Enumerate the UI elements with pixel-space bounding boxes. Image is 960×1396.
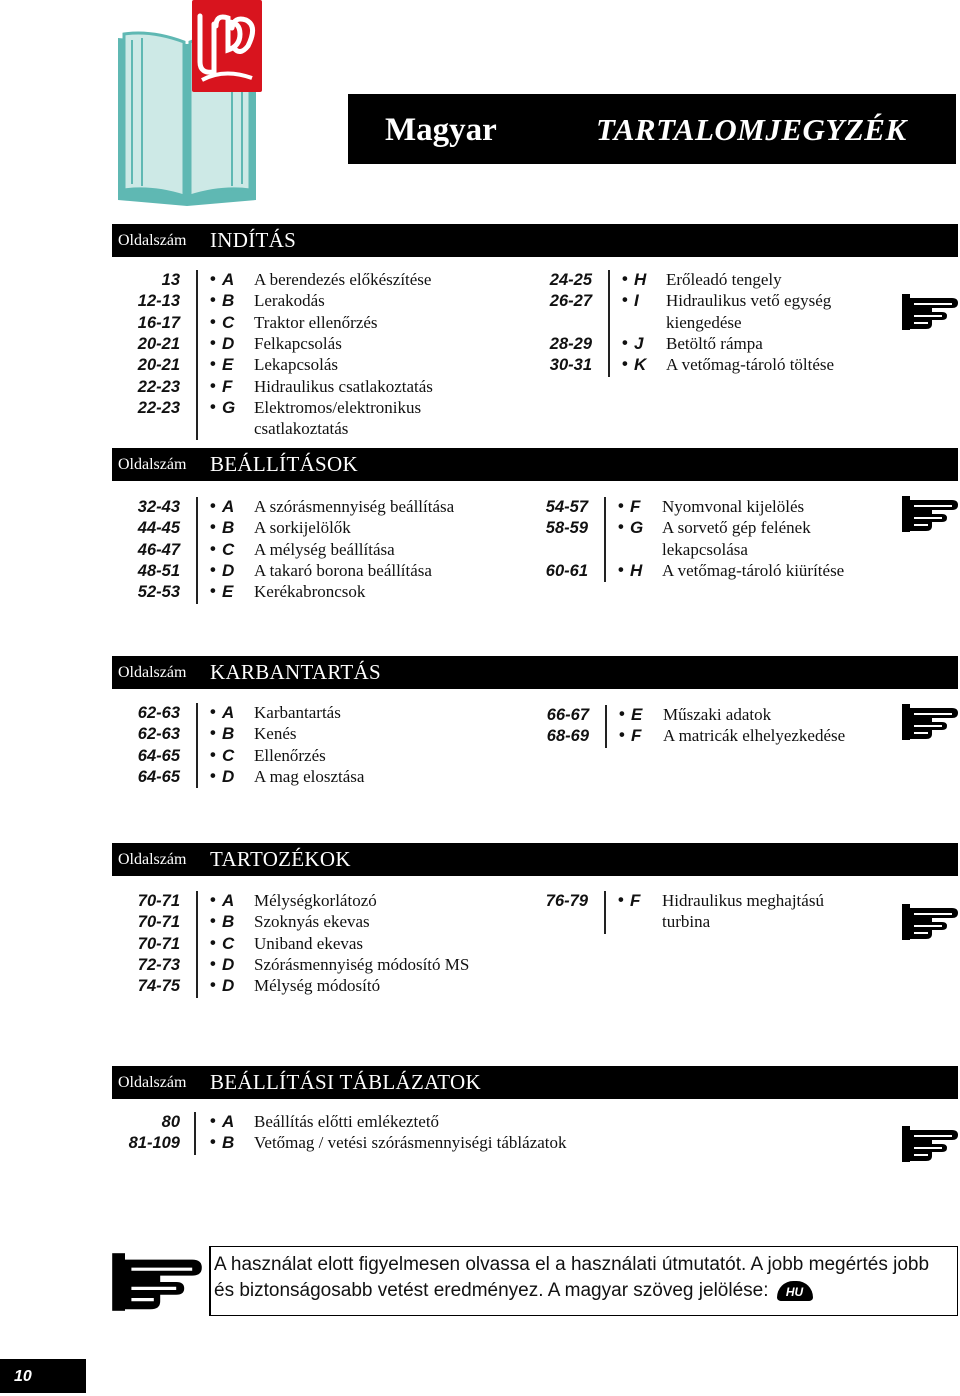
section-title: INDÍTÁS — [210, 228, 297, 252]
toc-entry[interactable] — [512, 334, 912, 355]
page-range: 30-31 — [549, 356, 592, 375]
pointing-hand-icon — [112, 1250, 202, 1314]
toc-entry[interactable] — [100, 724, 500, 745]
toc-title: TARTALOMJEGYZÉK — [596, 112, 907, 147]
page-number-label: Oldalszám — [118, 232, 187, 249]
chapter-letter: C — [222, 312, 235, 332]
toc-entry[interactable] — [508, 497, 908, 518]
toc-entry[interactable] — [508, 891, 908, 912]
section-title: TARTOZÉKOK — [210, 847, 351, 871]
bullet-icon: • — [210, 518, 216, 537]
section-header-beallitasok — [112, 448, 958, 481]
page-range: 80 — [161, 1113, 180, 1131]
bullet-icon: • — [210, 1133, 216, 1152]
page-number-label: Oldalszám — [118, 664, 187, 681]
toc-entry[interactable] — [100, 497, 500, 518]
toc-entry[interactable] — [86, 1133, 567, 1154]
toc-entry[interactable] — [100, 313, 500, 334]
page-number-label: Oldalszám — [118, 456, 187, 473]
toc-entry[interactable] — [512, 291, 912, 312]
chapter-letter: F — [222, 376, 233, 396]
entry-title: Hidraulikus vető egység — [666, 291, 832, 311]
toc-entry[interactable] — [508, 518, 908, 539]
entry-title: Kerékabroncsok — [254, 582, 366, 602]
entries-beallitasok-right — [508, 497, 908, 582]
entry-title: A sorvető gép felének — [662, 518, 811, 538]
chapter-letter: F — [630, 891, 641, 910]
note-text: A használat elott figyelmesen olvassa el a használati útmutatót. A jobb megértés jobb és biztonságosabb vetést eredményez. A magyar szöveg jelölése: — [214, 1254, 930, 1301]
bullet-icon: • — [210, 582, 216, 601]
toc-entry[interactable] — [100, 746, 500, 767]
chapter-letter: F — [630, 497, 641, 516]
page-range: 70-71 — [137, 892, 180, 910]
chapter-letter: A — [222, 270, 235, 289]
chapter-letter: E — [222, 582, 234, 602]
bullet-icon: • — [210, 703, 216, 721]
chapter-letter: A — [222, 1112, 235, 1131]
toc-entry[interactable] — [509, 726, 909, 747]
page-range: 46-47 — [137, 540, 180, 559]
toc-entry[interactable] — [100, 419, 500, 440]
entry-title: Uniband ekevas — [254, 933, 364, 953]
page-range: 32-43 — [137, 498, 180, 516]
pointing-hand-icon — [902, 702, 958, 742]
toc-entry[interactable] — [100, 582, 500, 603]
toc-entry[interactable] — [100, 703, 500, 724]
chapter-letter: A — [222, 497, 235, 516]
toc-entry[interactable] — [512, 355, 912, 376]
page-range: 81-109 — [128, 1134, 180, 1153]
bullet-icon: • — [210, 497, 216, 515]
toc-entry[interactable] — [512, 270, 912, 291]
chapter-letter: I — [634, 291, 639, 311]
pointing-hand-icon — [902, 902, 958, 942]
entry-title: Műszaki adatok — [663, 705, 772, 724]
chapter-letter: G — [630, 518, 644, 538]
toc-entry[interactable] — [86, 1112, 486, 1133]
toc-entry[interactable] — [512, 313, 912, 334]
language-badge: HU — [777, 1281, 813, 1301]
page-range: 72-73 — [137, 955, 180, 974]
entry-title: kiengedése — [666, 312, 742, 332]
title-bar — [348, 94, 956, 164]
toc-entry[interactable] — [100, 291, 500, 312]
page-number-label: Oldalszám — [118, 1074, 187, 1091]
section-title: KARBANTARTÁS — [210, 660, 382, 684]
bullet-icon: • — [210, 291, 216, 310]
bullet-icon: • — [210, 891, 216, 909]
page-range: 22-23 — [137, 398, 180, 417]
toc-entry[interactable] — [508, 561, 908, 582]
entry-title: A vetőmag-tároló kiürítése — [662, 560, 845, 580]
entry-title: A mag elosztása — [254, 766, 365, 786]
section-title: BEÁLLÍTÁSI TÁBLÁZATOK — [210, 1070, 481, 1094]
page-range: 22-23 — [137, 377, 180, 396]
page-range: 16-17 — [137, 313, 180, 332]
toc-entry[interactable] — [508, 912, 908, 933]
section-header-karbantartas — [112, 656, 958, 689]
entry-title: Traktor ellenőrzés — [254, 312, 378, 332]
bullet-icon: • — [210, 724, 216, 743]
page-range: 58-59 — [545, 519, 588, 538]
page-range: 64-65 — [137, 746, 180, 765]
chapter-letter: C — [222, 933, 235, 953]
toc-entry[interactable] — [508, 540, 908, 561]
toc-entry[interactable] — [100, 355, 500, 376]
page-range: 28-29 — [549, 334, 592, 353]
entry-title: A matricák elhelyezkedése — [663, 726, 846, 746]
chapter-letter: F — [631, 726, 642, 746]
chapter-letter: B — [222, 724, 235, 744]
section-header-tartozekok — [112, 843, 958, 876]
page-range: 20-21 — [137, 356, 180, 375]
page-range: 26-27 — [549, 292, 592, 311]
page-range: 60-61 — [545, 561, 588, 580]
bullet-icon: • — [618, 891, 624, 909]
bullet-icon: • — [210, 539, 216, 558]
chapter-letter: J — [634, 333, 644, 353]
page-range: 66-67 — [546, 706, 589, 724]
toc-entry[interactable] — [100, 377, 500, 398]
pointing-hand-icon — [902, 292, 958, 332]
page-range: 48-51 — [137, 561, 180, 580]
page-range: 52-53 — [137, 583, 180, 602]
bullet-icon: • — [619, 726, 625, 745]
bullet-icon: • — [210, 376, 216, 395]
chapter-letter: K — [634, 355, 647, 375]
page-number-label: Oldalszám — [118, 851, 187, 868]
chapter-letter: H — [634, 270, 647, 289]
entry-title: Vetőmag / vetési szórásmennyiségi táblázatok — [254, 1133, 567, 1153]
entries-tartozekok-right — [508, 891, 908, 934]
entries-beallitasok-left — [100, 497, 500, 604]
toc-entry[interactable] — [100, 334, 500, 355]
toc-entry[interactable] — [100, 934, 500, 955]
page-range: 24-25 — [549, 271, 592, 289]
bullet-icon: • — [210, 1112, 216, 1130]
entries-inditas-right — [512, 270, 912, 377]
bullet-icon: • — [622, 333, 628, 352]
bullet-icon: • — [210, 912, 216, 931]
entry-title: Felkapcsolás — [254, 333, 342, 353]
page-range: 12-13 — [137, 292, 180, 311]
book-logo-icon — [112, 0, 262, 210]
chapter-letter: D — [222, 976, 235, 996]
page-range: 20-21 — [137, 334, 180, 353]
toc-entry[interactable] — [100, 976, 500, 997]
entries-tartozekok-left — [100, 891, 500, 998]
toc-entry[interactable] — [100, 518, 500, 539]
page-range: 44-45 — [137, 519, 180, 538]
entries-inditas-left — [100, 270, 500, 440]
bullet-icon: • — [618, 560, 624, 579]
entry-title: Mélységkorlátozó — [254, 891, 377, 910]
bullet-icon: • — [622, 355, 628, 374]
bullet-icon: • — [619, 705, 625, 723]
page-range: 13 — [161, 271, 180, 289]
entry-title: A szórásmennyiség beállítása — [254, 497, 455, 516]
page-range: 68-69 — [546, 727, 589, 746]
entry-title: turbina — [662, 912, 711, 932]
chapter-letter: H — [630, 560, 643, 580]
entry-title: Elektromos/elektronikus — [254, 397, 422, 417]
entry-title: Szoknyás ekevas — [254, 912, 370, 932]
entry-title: Lekapcsolás — [254, 355, 339, 375]
toc-entry[interactable] — [100, 912, 500, 933]
entry-title: Erőleadó tengely — [666, 270, 782, 289]
bullet-icon: • — [210, 560, 216, 579]
chapter-letter: C — [222, 539, 235, 559]
bullet-icon: • — [210, 766, 216, 785]
entry-title: Nyomvonal kijelölés — [662, 497, 805, 516]
entry-title: Kenés — [254, 724, 297, 744]
entry-title: csatlakoztatás — [254, 419, 349, 439]
chapter-letter: B — [222, 291, 235, 311]
bullet-icon: • — [210, 954, 216, 973]
toc-entry[interactable] — [509, 705, 909, 726]
bullet-icon: • — [210, 397, 216, 416]
bullet-icon: • — [618, 497, 624, 515]
page-range: 76-79 — [545, 892, 588, 910]
page-range: 64-65 — [137, 767, 180, 786]
pointing-hand-icon — [902, 494, 958, 534]
entries-karbantartas-right — [509, 705, 909, 748]
chapter-letter: D — [222, 766, 235, 786]
bullet-icon: • — [622, 270, 628, 288]
entry-title: Beállítás előtti emlékeztető — [254, 1112, 440, 1131]
entry-title: Ellenőrzés — [254, 745, 326, 765]
page-range: 70-71 — [137, 913, 180, 932]
entries-karbantartas-left — [100, 703, 500, 788]
page-range: 74-75 — [137, 977, 180, 996]
bullet-icon: • — [210, 312, 216, 331]
entry-title: Mélység módosító — [254, 976, 381, 996]
bullet-icon: • — [210, 270, 216, 288]
chapter-letter: D — [222, 954, 235, 974]
reading-note — [210, 1246, 958, 1316]
entry-title: A vetőmag-tároló töltése — [666, 355, 835, 375]
bullet-icon: • — [210, 745, 216, 764]
section-header-inditas — [112, 224, 958, 257]
bullet-icon: • — [618, 518, 624, 537]
entry-title: A takaró borona beállítása — [254, 560, 432, 580]
entry-title: Hidraulikus meghajtású — [662, 891, 824, 910]
toc-entry[interactable] — [100, 955, 500, 976]
page-range: 70-71 — [137, 934, 180, 953]
toc-entry[interactable] — [100, 540, 500, 561]
chapter-letter: A — [222, 891, 235, 910]
toc-entry[interactable] — [100, 767, 500, 788]
chapter-letter: E — [222, 355, 234, 375]
page-range: 54-57 — [545, 498, 588, 516]
entry-title: A sorkijelölők — [254, 518, 351, 538]
toc-entry[interactable] — [100, 561, 500, 582]
entry-title: A berendezés előkészítése — [254, 270, 432, 289]
chapter-letter: G — [222, 397, 236, 417]
entry-title: Hidraulikus csatlakoztatás — [254, 376, 433, 396]
chapter-letter: B — [222, 1133, 235, 1153]
entry-title: Betöltő rámpa — [666, 333, 763, 353]
entries-beallitasi-tablazatok-left — [86, 1112, 567, 1155]
chapter-letter: B — [222, 518, 235, 538]
bullet-icon: • — [210, 933, 216, 952]
entry-title: Karbantartás — [254, 703, 341, 722]
toc-entry[interactable] — [100, 270, 500, 291]
bullet-icon: • — [210, 333, 216, 352]
entry-title: Lerakodás — [254, 291, 325, 311]
chapter-letter: B — [222, 912, 235, 932]
chapter-letter: C — [222, 745, 235, 765]
section-title: BEÁLLÍTÁSOK — [210, 452, 358, 476]
page-number: 10 — [0, 1359, 86, 1393]
bullet-icon: • — [210, 355, 216, 374]
language-title: Magyar — [385, 112, 497, 148]
page-range: 62-63 — [137, 725, 180, 744]
bullet-icon: • — [210, 976, 216, 995]
toc-entry[interactable] — [100, 891, 500, 912]
entry-title: lekapcsolása — [662, 539, 748, 559]
toc-entry[interactable] — [100, 398, 500, 419]
bullet-icon: • — [622, 291, 628, 310]
chapter-letter: D — [222, 560, 235, 580]
page-range: 62-63 — [137, 704, 180, 722]
pointing-hand-icon — [902, 1124, 958, 1164]
section-header-beallitasi-tablazatok — [112, 1066, 958, 1099]
entry-title: A mélység beállítása — [254, 539, 395, 559]
entry-title: Szórásmennyiség módosító MS — [254, 954, 470, 974]
chapter-letter: A — [222, 703, 235, 722]
chapter-letter: E — [631, 705, 643, 724]
chapter-letter: D — [222, 333, 235, 353]
